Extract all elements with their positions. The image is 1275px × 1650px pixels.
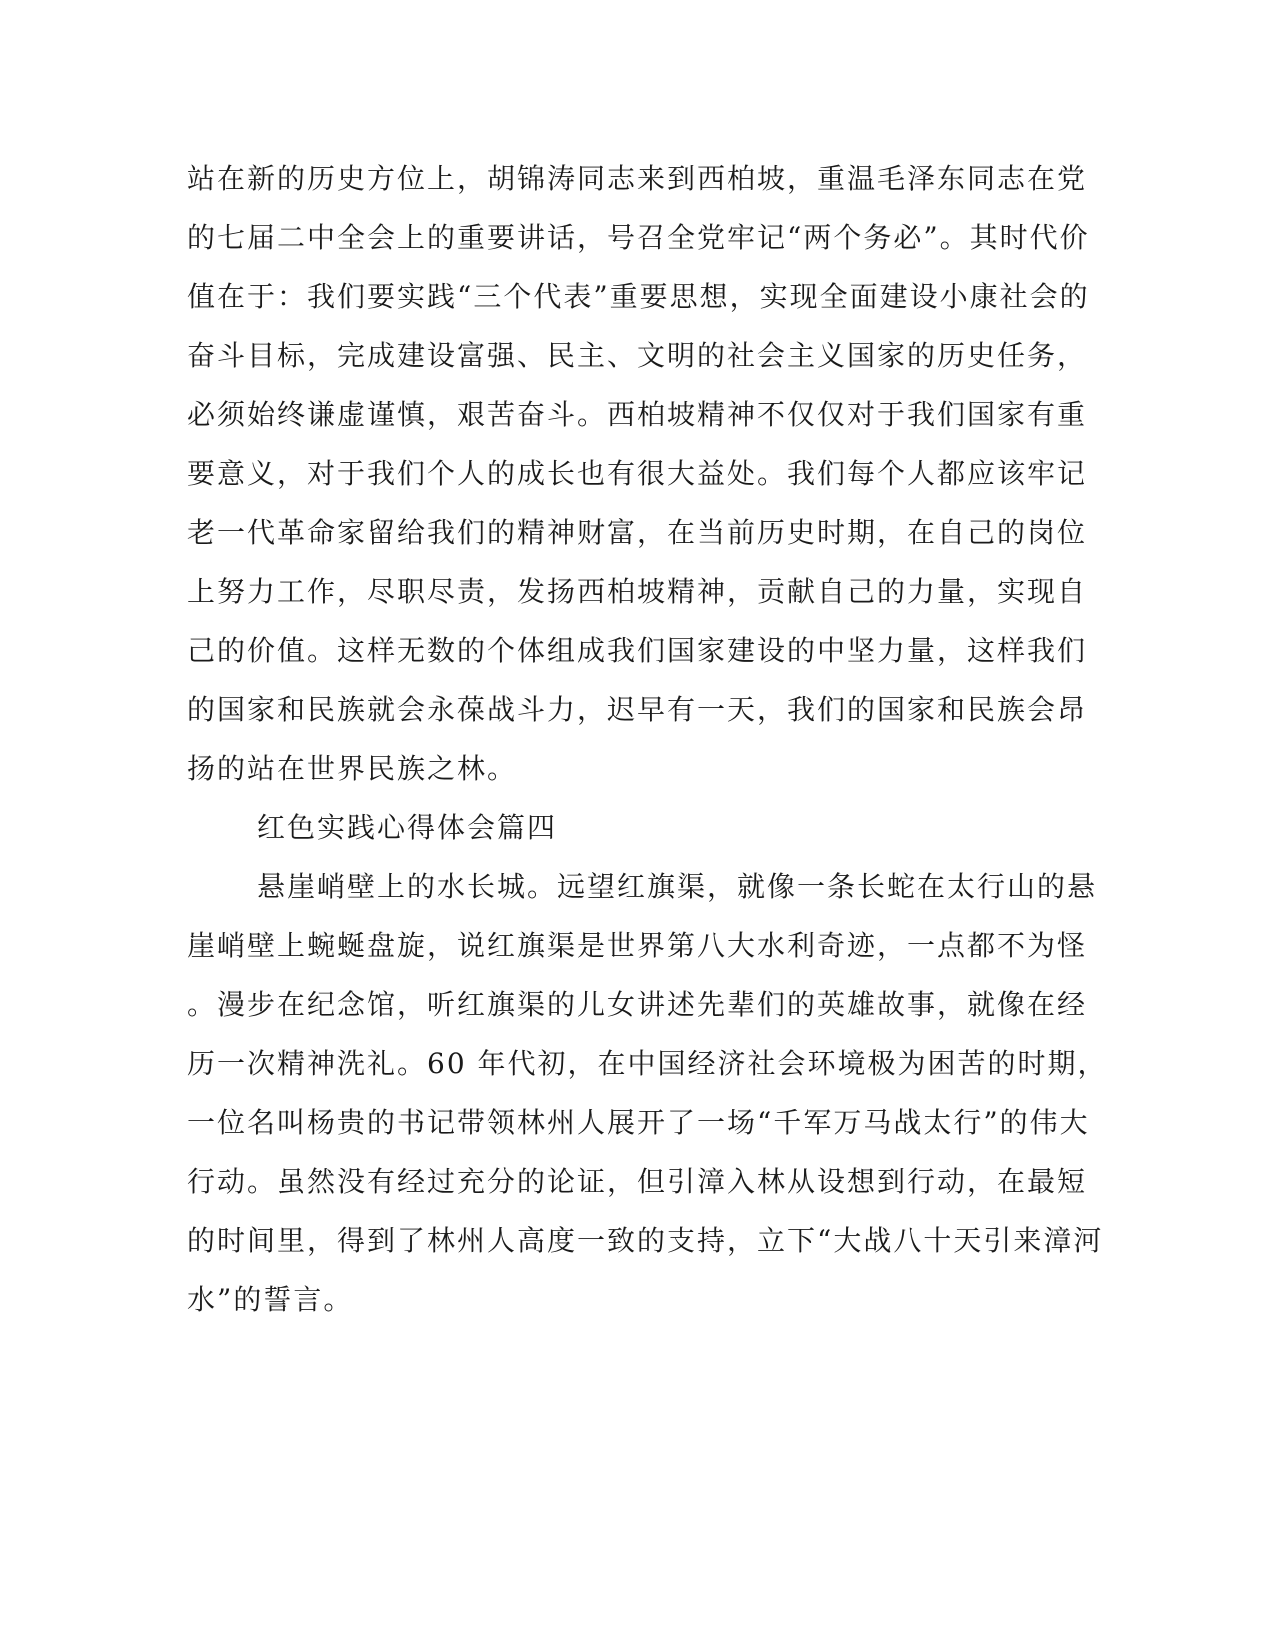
paragraph-line: 崖峭壁上蜿蜒盘旋，说红旗渠是世界第八大水利奇迹，一点都不为怪	[187, 929, 1088, 962]
paragraph-line: 历一次精神洗礼。60 年代初，在中国经济社会环境极为困苦的时期，	[187, 1047, 1108, 1080]
paragraph-line: 的国家和民族就会永葆战斗力，迟早有一天，我们的国家和民族会昂	[187, 693, 1088, 726]
paragraph-line: 行动。虽然没有经过充分的论证，但引漳入林从设想到行动，在最短	[187, 1165, 1088, 1198]
paragraph-line: 己的价值。这样无数的个体组成我们国家建设的中坚力量，这样我们	[187, 634, 1088, 667]
paragraph-line: 的七届二中全会上的重要讲话，号召全党牢记“两个务必”。其时代价	[187, 221, 1090, 254]
paragraph-line: 老一代革命家留给我们的精神财富，在当前历史时期，在自己的岗位	[187, 516, 1088, 549]
paragraph-line: 必须始终谦虚谨慎，艰苦奋斗。西柏坡精神不仅仅对于我们国家有重	[187, 398, 1088, 431]
paragraph-line: 的时间里，得到了林州人高度一致的支持，立下“大战八十天引来漳河	[187, 1224, 1104, 1257]
paragraph-line: 一位名叫杨贵的书记带领林州人展开了一场“千军万马战太行”的伟大	[187, 1106, 1090, 1139]
paragraph-line: 值在于：我们要实践“三个代表”重要思想，实现全面建设小康社会的	[187, 280, 1090, 313]
paragraph-line: 奋斗目标，完成建设富强、民主、文明的社会主义国家的历史任务，	[187, 339, 1088, 372]
paragraph-line: 水”的誓言。	[187, 1283, 354, 1316]
paragraph-line: 要意义，对于我们个人的成长也有很大益处。我们每个人都应该牢记	[187, 457, 1088, 490]
paragraph-line: 上努力工作，尽职尽责，发扬西柏坡精神，贡献自己的力量，实现自	[187, 575, 1088, 608]
paragraph-line: 扬的站在世界民族之林。	[187, 752, 518, 785]
paragraph-line: 悬崖峭壁上的水长城。远望红旗渠，就像一条长蛇在太行山的悬	[257, 870, 1098, 903]
paragraph-line: 。漫步在纪念馆，听红旗渠的儿女讲述先辈们的英雄故事，就像在经	[187, 988, 1088, 1021]
paragraph-line: 站在新的历史方位上，胡锦涛同志来到西柏坡，重温毛泽东同志在党	[187, 162, 1088, 195]
section-heading: 红色实践心得体会篇四	[257, 811, 558, 844]
